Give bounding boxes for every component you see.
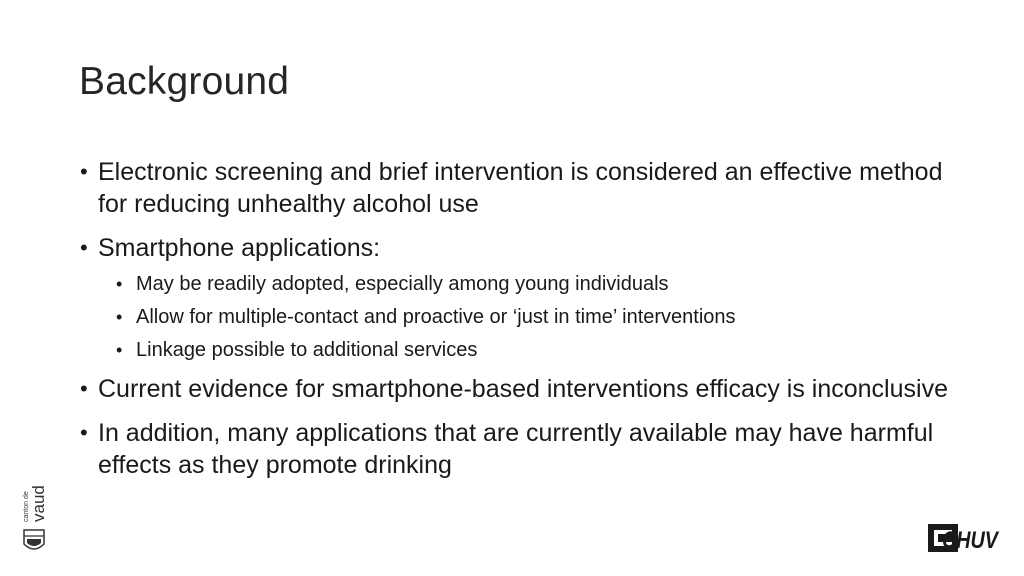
bullet-item — [80, 232, 960, 264]
bullet-text: Current evidence for smartphone-based interventions efficacy is inconclusive — [98, 375, 948, 403]
bullet-dot-icon: • — [80, 159, 88, 184]
bullet-list — [80, 156, 960, 493]
sub-bullet-list — [80, 268, 960, 367]
bullet-item — [80, 417, 960, 481]
bullet-dot-icon: • — [80, 420, 88, 445]
bullet-dot-icon: • — [80, 235, 88, 260]
logo-left-line1: canton de — [23, 491, 30, 522]
bullet-text: Smartphone applications: — [98, 234, 381, 262]
bullet-text: In addition, many applications that are currently available may have harmful effects as they promote drinking — [98, 419, 934, 479]
bullet-dot-icon: • — [80, 376, 88, 401]
chuv-logo — [928, 518, 998, 554]
bullet-dot-icon: • — [116, 274, 123, 294]
sub-bullet-item — [80, 268, 960, 301]
sub-bullet-item — [80, 334, 960, 367]
bullet-item — [80, 373, 960, 405]
bullet-dot-icon: • — [116, 307, 123, 327]
bullet-item — [80, 156, 960, 220]
sub-bullet-text: Allow for multiple-contact and proactive or ‘just in time’ interventions — [136, 306, 736, 328]
canton-de-vaud-logo — [18, 478, 48, 558]
logo-left-line2: vaud — [29, 485, 48, 522]
slide-title: Background — [79, 60, 290, 103]
sub-bullet-text: Linkage possible to additional services — [136, 339, 478, 361]
bullet-dot-icon: • — [116, 340, 123, 360]
sub-bullet-text: May be readily adopted, especially among young individuals — [136, 273, 669, 295]
bullet-text: Electronic screening and brief intervention is considered an effective method for reducing unhealthy alcohol use — [98, 158, 943, 218]
sub-bullet-item — [80, 301, 960, 334]
chuv-logo-text: CHUV — [942, 527, 1000, 554]
